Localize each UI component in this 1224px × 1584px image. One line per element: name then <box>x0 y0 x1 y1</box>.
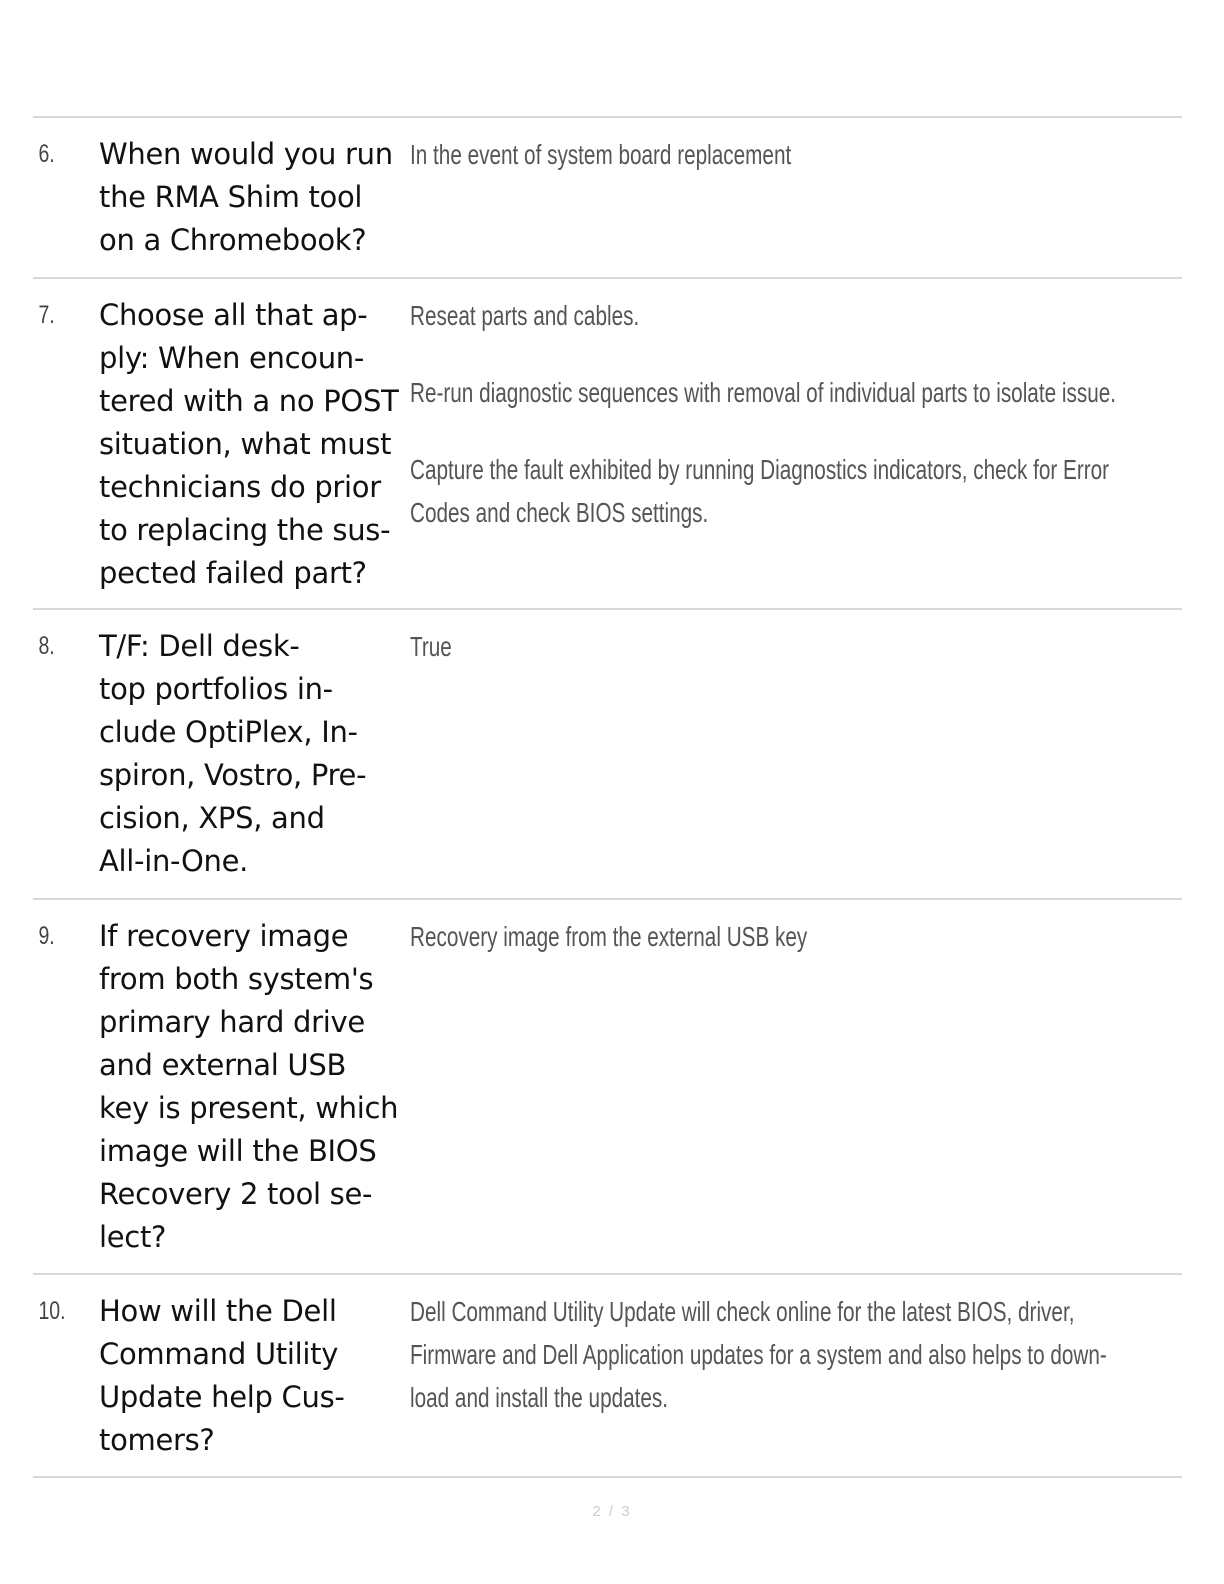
question-line: How will the Dell <box>99 1294 337 1328</box>
answer-line: Firmware and Dell Application updates for a system and also helps to down- <box>410 1339 1107 1370</box>
question-line: situation, what must <box>99 427 392 461</box>
answer-line: load and install the updates. <box>410 1382 669 1413</box>
question-line: Command Utility <box>99 1337 339 1371</box>
question-line: top portfolios in- <box>99 672 333 706</box>
answer-line: True <box>410 631 452 662</box>
answer-line: Capture the fault exhibited by running Diagnostics indicators, check for Error <box>410 454 1110 485</box>
qa-row-6 <box>33 116 1182 277</box>
question-line: lect? <box>99 1220 167 1254</box>
question-text <box>99 915 410 1259</box>
answer-text <box>410 133 1182 176</box>
question-number: 7. <box>38 301 55 329</box>
question-text <box>99 1290 410 1462</box>
question-line: image will the BIOS <box>99 1134 377 1168</box>
answer-text <box>410 294 1224 534</box>
question-line: When would you run <box>99 137 393 171</box>
question-line: Recovery 2 tool se- <box>99 1177 373 1211</box>
question-text <box>99 294 410 595</box>
answer-line: Recovery image from the external USB key <box>410 921 808 952</box>
question-line: and external USB <box>99 1048 347 1082</box>
question-line: from both system's <box>99 962 374 996</box>
answer-line: Dell Command Utility Update will check online for the latest BIOS, driver, <box>410 1296 1075 1327</box>
question-line: T/F: Dell desk- <box>99 629 300 663</box>
question-number: 8. <box>38 632 55 660</box>
question-line: pected failed part? <box>99 556 367 590</box>
question-line: All-in-One. <box>99 844 249 878</box>
qa-row-10 <box>33 1273 1182 1478</box>
question-line: Update help Cus- <box>99 1380 345 1414</box>
qa-table <box>33 116 1182 1478</box>
qa-row-7 <box>33 277 1182 608</box>
answer-text <box>410 1290 1224 1419</box>
answer-line: Re-run diagnostic sequences with removal of individual parts to isolate issue. <box>410 377 1117 408</box>
answer-text <box>410 915 1182 958</box>
question-line: to replacing the sus- <box>99 513 391 547</box>
question-line: key is present, which <box>99 1091 399 1125</box>
question-line: on a Chromebook? <box>99 223 367 257</box>
page-number: 2 / 3 <box>592 1503 632 1520</box>
question-number: 9. <box>38 922 55 950</box>
question-line: clude OptiPlex, In- <box>99 715 358 749</box>
qa-row-8 <box>33 608 1182 898</box>
question-line: Choose all that ap- <box>99 298 368 332</box>
answer-text <box>410 625 1182 668</box>
question-line: ply: When encoun- <box>99 341 365 375</box>
question-line: technicians do prior <box>99 470 381 504</box>
question-line: primary hard drive <box>99 1005 365 1039</box>
question-line: tered with a no POST <box>99 384 399 418</box>
question-line: the RMA Shim tool <box>99 180 363 214</box>
answer-line: In the event of system board replacement <box>410 139 792 170</box>
question-number: 10. <box>38 1297 66 1325</box>
question-text <box>99 133 410 262</box>
answer-line: Reseat parts and cables. <box>410 300 640 331</box>
question-line: spiron, Vostro, Pre- <box>99 758 367 792</box>
question-line: cision, XPS, and <box>99 801 325 835</box>
question-line: If recovery image <box>99 919 349 953</box>
qa-row-9 <box>33 898 1182 1273</box>
question-number: 6. <box>38 140 55 168</box>
answer-line: Codes and check BIOS settings. <box>410 497 709 528</box>
question-text <box>99 625 410 883</box>
question-line: tomers? <box>99 1423 215 1457</box>
